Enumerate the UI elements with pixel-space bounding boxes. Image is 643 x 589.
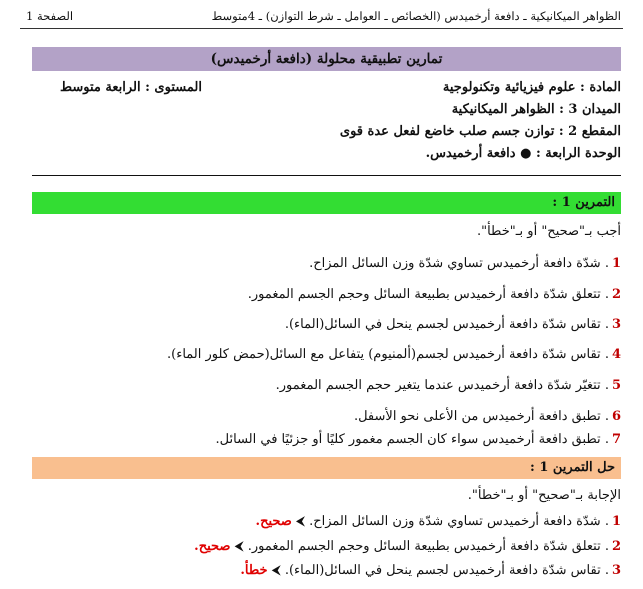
item-number: 3: [611, 317, 621, 332]
item-text: تتغيّر شدّة دافعة أرخميدس عندما يتغير حجم الجسم المغمور.: [275, 378, 601, 393]
item-number: 2: [611, 539, 621, 554]
exercise-item: 3. تقاس شدّة دافعة أرخميدس لجسم ينحل في السائل(الماء).: [284, 317, 621, 332]
exercise-heading: التمرين 1 :: [552, 195, 615, 210]
exercise-heading-banner: [32, 192, 621, 214]
solution-item: 1. شدّة دافعة أرخميدس تساوي شدّة وزن السائل المزاح.⮜صحيح.: [255, 514, 621, 529]
arrow-left-icon: ⮜: [271, 563, 281, 578]
solution-instruction: الإجابة بـ"صحيح" أو بـ"خطأ".: [467, 488, 621, 503]
item-text: شدّة دافعة أرخميدس تساوي شدّة وزن السائل المزاح.: [309, 256, 601, 271]
page-header: [20, 6, 623, 29]
sequence-line: المقطع 2 : توازن جسم صلب خاضع لفعل عدة قوى: [339, 124, 621, 139]
item-number: 1: [611, 514, 621, 529]
exercise-instruction: أجب بـ"صحيح" أو بـ"خطأ".: [476, 224, 621, 239]
exercise-item: 1. شدّة دافعة أرخميدس تساوي شدّة وزن السائل المزاح.: [309, 256, 621, 271]
item-text: تتعلق شدّة دافعة أرخميدس بطبيعة السائل وحجم الجسم المغمور.: [247, 287, 601, 302]
item-text: تقاس شدّة دافعة أرخميدس لجسم ينحل في السائل(الماء).: [284, 317, 601, 332]
field-line: الميدان 3 : الظواهر الميكانيكية: [451, 102, 621, 117]
exercise-item: 2. تتعلق شدّة دافعة أرخميدس بطبيعة السائل وحجم الجسم المغمور.: [247, 287, 621, 302]
main-title-banner: [32, 47, 621, 71]
level-line: المستوى : الرابعة متوسط: [60, 80, 202, 95]
item-number: 2: [611, 287, 621, 302]
unit-line: الوحدة الرابعة : ● دافعة أرخميدس.: [425, 146, 621, 161]
solution-item: 3. تقاس شدّة دافعة أرخميدس لجسم ينحل في السائل(الماء).⮜خطأ.: [240, 563, 621, 578]
header-title: الظواهر الميكانيكية ـ دافعة أرخميدس (الخصائص ـ العوامل ـ شرط التوازن) ـ 4متوسط: [211, 9, 621, 23]
item-number: 4: [611, 347, 621, 362]
item-text: تطبق دافعة أرخميدس من الأعلى نحو الأسفل.: [353, 409, 601, 424]
exercise-item: 7. تطبق دافعة أرخميدس سواء كان الجسم مغمور كليًا أو جزئيًا في السائل.: [215, 432, 621, 447]
solution-heading: حل التمرين 1 :: [529, 460, 615, 475]
arrow-left-icon: ⮜: [234, 539, 244, 554]
subject-line: المادة : علوم فيزيائية وتكنولوجية: [442, 80, 621, 95]
section-divider: [32, 175, 621, 176]
item-number: 7: [611, 432, 621, 447]
exercise-item: 6. تطبق دافعة أرخميدس من الأعلى نحو الأسفل.: [353, 409, 621, 424]
arrow-left-icon: ⮜: [295, 514, 306, 529]
item-text: تقاس شدّة دافعة أرخميدس لجسم(ألمنيوم) يتفاعل مع السائل(حمض كلور الماء).: [167, 347, 601, 362]
item-number: 3: [611, 563, 621, 578]
item-number: 6: [611, 409, 621, 424]
solution-heading-banner: [32, 457, 621, 479]
answer-label: صحيح.: [194, 539, 231, 554]
page-number: الصفحة 1: [26, 9, 74, 23]
exercise-item: 5. تتغيّر شدّة دافعة أرخميدس عندما يتغير حجم الجسم المغمور.: [275, 378, 621, 393]
solution-item: 2. تتعلق شدّة دافعة أرخميدس بطبيعة السائل وحجم الجسم المغمور.⮜صحيح.: [194, 539, 621, 554]
answer-label: خطأ.: [240, 563, 268, 578]
item-text: تقاس شدّة دافعة أرخميدس لجسم ينحل في السائل(الماء).: [284, 563, 601, 578]
exercise-item: 4. تقاس شدّة دافعة أرخميدس لجسم(ألمنيوم) يتفاعل مع السائل(حمض كلور الماء).: [167, 347, 621, 362]
item-number: 1: [611, 256, 621, 271]
answer-label: صحيح.: [255, 514, 292, 529]
item-text: شدّة دافعة أرخميدس تساوي شدّة وزن السائل المزاح.: [309, 514, 601, 529]
item-number: 5: [611, 378, 621, 393]
item-text: تطبق دافعة أرخميدس سواء كان الجسم مغمور كليًا أو جزئيًا في السائل.: [215, 432, 601, 447]
main-title: تمارين تطبيقية محلولة (دافعة أرخميدس): [210, 51, 443, 67]
item-text: تتعلق شدّة دافعة أرخميدس بطبيعة السائل وحجم الجسم المغمور.: [247, 539, 601, 554]
